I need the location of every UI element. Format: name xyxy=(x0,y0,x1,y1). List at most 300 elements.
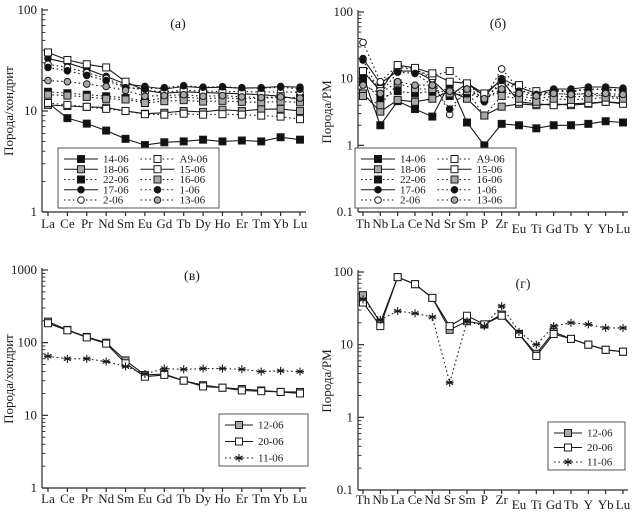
square-gray-marker xyxy=(429,95,436,102)
square-black-marker xyxy=(568,122,575,129)
asterisk-marker xyxy=(102,358,110,366)
circle-gray-marker xyxy=(498,86,505,93)
y-axis-title: Порода/хондрит xyxy=(1,334,16,424)
square-black-marker xyxy=(78,176,85,183)
square-open-marker xyxy=(238,387,245,394)
square-gray-marker xyxy=(481,112,488,119)
square-open-marker xyxy=(498,312,505,319)
circle-gray-marker xyxy=(377,90,384,97)
chart-svg-v xyxy=(0,258,318,514)
square-open-marker xyxy=(258,112,265,119)
circle-gray-marker xyxy=(161,92,168,99)
square-black-marker xyxy=(238,137,245,144)
square-black-marker xyxy=(219,138,226,145)
x-category-label: Nd xyxy=(98,216,115,231)
circle-black-marker xyxy=(451,186,458,193)
square-open-marker xyxy=(568,335,575,342)
x-category-label: Sm xyxy=(116,491,135,506)
circle-gray-marker xyxy=(142,93,149,100)
chart-svg-a xyxy=(0,0,318,250)
x-category-label: Ce xyxy=(60,491,75,506)
x-category-label: P xyxy=(480,216,488,231)
square-gray-marker xyxy=(64,92,71,99)
square-black-marker xyxy=(533,125,540,132)
x-category-label: Nb xyxy=(372,492,389,507)
square-black-marker xyxy=(78,156,85,163)
square-open-marker xyxy=(446,68,453,75)
circle-open-marker xyxy=(498,66,505,73)
square-open-marker xyxy=(64,327,71,334)
legend-label: 11-06 xyxy=(587,456,613,469)
panel-a-chondrite-ree-chart xyxy=(0,0,318,250)
y-axis-title: Порода/хондрит xyxy=(1,66,16,156)
x-category-label: Lu xyxy=(615,497,631,512)
legend-label: 20-06 xyxy=(587,442,613,454)
circle-black-marker xyxy=(239,84,246,91)
series-line-11-06 xyxy=(363,299,623,382)
square-open-marker xyxy=(219,111,226,118)
y-axis-title: Порода/РМ xyxy=(319,80,334,144)
x-category-label: Gd xyxy=(156,491,173,506)
square-black-marker xyxy=(550,122,557,129)
asterisk-marker xyxy=(63,355,71,363)
circle-gray-marker xyxy=(585,90,592,97)
circle-gray-marker xyxy=(45,77,52,84)
x-category-label: Th xyxy=(355,216,371,231)
x-category-label: Nd xyxy=(424,216,441,231)
legend-label: 22-06 xyxy=(103,174,129,186)
x-category-label: Zr xyxy=(495,216,508,231)
asterisk-marker xyxy=(428,313,436,321)
square-open-marker xyxy=(200,383,207,390)
square-gray-marker xyxy=(122,96,129,103)
square-open-marker xyxy=(219,384,226,391)
square-open-marker xyxy=(297,116,304,123)
circle-gray-marker xyxy=(568,91,575,98)
square-black-marker xyxy=(429,113,436,120)
legend-box xyxy=(58,148,219,208)
square-black-marker xyxy=(277,134,284,141)
circle-black-marker xyxy=(161,84,168,91)
circle-black-marker xyxy=(142,86,149,93)
legend-box xyxy=(355,148,516,208)
x-category-label: La xyxy=(41,491,55,506)
circle-black-marker xyxy=(83,72,90,79)
square-black-marker xyxy=(375,176,382,183)
x-category-label: Tb xyxy=(176,216,191,231)
x-category-label: La xyxy=(390,216,405,231)
square-open-marker xyxy=(360,68,367,75)
y-tick-label: 100 xyxy=(17,2,37,17)
square-gray-marker xyxy=(377,108,384,115)
square-gray-marker xyxy=(498,103,505,110)
square-open-marker xyxy=(154,166,161,173)
circle-black-marker xyxy=(297,86,304,93)
square-open-marker xyxy=(45,100,52,107)
y-tick-label: 0.1 xyxy=(336,204,353,219)
y-tick-label: 1000 xyxy=(11,262,37,277)
y-tick-label: 0.1 xyxy=(336,482,353,497)
circle-gray-marker xyxy=(446,88,453,95)
square-black-marker xyxy=(83,120,90,127)
legend-label: 20-06 xyxy=(258,436,284,448)
circle-black-marker xyxy=(78,186,85,193)
x-category-label: Yb xyxy=(272,491,289,506)
square-open-marker xyxy=(585,341,592,348)
square-gray-marker xyxy=(236,422,243,429)
x-category-label: Ho xyxy=(214,216,231,231)
square-open-marker xyxy=(45,320,52,327)
legend-label: 14-06 xyxy=(103,153,129,166)
square-gray-marker xyxy=(83,93,90,100)
legend-label: 15-06 xyxy=(476,163,503,176)
square-open-marker xyxy=(429,70,436,77)
legend-label: 18-06 xyxy=(103,163,129,176)
square-open-marker xyxy=(161,111,168,118)
x-category-label: La xyxy=(41,216,55,231)
circle-gray-marker xyxy=(516,90,523,97)
circle-gray-marker xyxy=(360,82,367,89)
legend-box xyxy=(548,422,625,470)
circle-gray-marker xyxy=(258,94,265,101)
square-open-marker xyxy=(83,103,90,110)
legend-label: 16-06 xyxy=(179,174,206,186)
x-category-label: Yb xyxy=(272,216,289,231)
square-black-marker xyxy=(180,138,187,145)
asterisk-marker xyxy=(446,379,454,387)
asterisk-marker xyxy=(83,355,91,363)
series-markers-20-06 xyxy=(360,274,627,360)
legend-label: 13-06 xyxy=(179,194,206,207)
panel-letter: (г) xyxy=(515,277,531,292)
square-open-marker xyxy=(180,110,187,117)
series-line-12-06 xyxy=(48,322,300,392)
square-open-marker xyxy=(620,348,627,355)
asterisk-marker xyxy=(411,309,419,317)
x-category-label: La xyxy=(390,492,405,507)
circle-open-marker xyxy=(375,197,382,204)
square-gray-marker xyxy=(377,102,384,109)
legend-label: 12-06 xyxy=(258,419,284,432)
circle-gray-marker xyxy=(533,93,540,100)
legend-label: A9-06 xyxy=(179,153,208,166)
square-gray-marker xyxy=(375,166,382,173)
legend-label: 13-06 xyxy=(476,194,503,207)
legend-label: 11-06 xyxy=(258,452,284,465)
asterisk-marker xyxy=(619,324,627,332)
circle-gray-marker xyxy=(64,78,71,85)
asterisk-marker xyxy=(584,320,592,328)
asterisk-marker xyxy=(394,307,402,315)
square-gray-marker xyxy=(412,98,419,105)
legend-label: A9-06 xyxy=(476,153,505,166)
square-black-marker xyxy=(377,122,384,129)
square-black-marker xyxy=(297,136,304,143)
circle-gray-marker xyxy=(602,90,609,97)
square-open-marker xyxy=(180,377,187,384)
circle-gray-marker xyxy=(394,78,401,85)
square-gray-marker xyxy=(277,105,284,112)
square-black-marker xyxy=(394,88,401,95)
square-gray-marker xyxy=(78,166,85,173)
square-gray-marker xyxy=(394,96,401,103)
x-category-label: Th xyxy=(355,492,371,507)
y-tick-label: 1 xyxy=(346,409,353,425)
square-black-marker xyxy=(516,122,523,129)
circle-open-marker xyxy=(78,197,85,204)
asterisk-marker xyxy=(567,319,575,327)
x-category-label: Er xyxy=(235,491,248,506)
circle-gray-marker xyxy=(297,95,304,102)
square-open-marker xyxy=(238,111,245,118)
x-category-label: Sm xyxy=(458,492,476,507)
asterisk-marker xyxy=(180,365,188,373)
series-markers-11-06 xyxy=(44,352,304,378)
square-black-marker xyxy=(585,120,592,127)
circle-gray-marker xyxy=(412,82,419,89)
square-open-marker xyxy=(451,156,458,163)
x-category-label: Lu xyxy=(292,491,308,506)
square-black-marker xyxy=(200,136,207,143)
x-category-label: Gd xyxy=(545,221,562,236)
y-tick-label: 1 xyxy=(346,137,353,153)
square-black-marker xyxy=(498,120,505,127)
y-tick-label: 100 xyxy=(333,4,353,19)
chart-svg-b xyxy=(318,0,636,250)
square-black-marker xyxy=(412,106,419,113)
x-category-label: Sm xyxy=(458,216,476,231)
x-category-label: Eu xyxy=(511,221,527,236)
legend-label: 1-06 xyxy=(179,184,200,197)
circle-black-marker xyxy=(258,85,265,92)
square-open-marker xyxy=(394,62,401,69)
x-category-label: Eu xyxy=(137,491,153,506)
legend-label: 12-06 xyxy=(587,427,613,440)
y-tick-label: 10 xyxy=(340,336,353,352)
y-tick-label: 1 xyxy=(30,204,37,219)
square-open-marker xyxy=(236,438,243,445)
legend-label: 17-06 xyxy=(400,184,426,197)
square-black-marker xyxy=(620,119,627,126)
square-open-marker xyxy=(533,352,540,359)
legend-box xyxy=(219,414,308,466)
square-black-marker xyxy=(602,118,609,125)
asterisk-marker xyxy=(218,365,226,373)
y-tick-label: 10 xyxy=(24,407,37,423)
panel-letter: (в) xyxy=(184,269,200,284)
x-category-label: Zr xyxy=(495,492,508,507)
y-tick-label: 10 xyxy=(24,103,37,118)
asterisk-marker xyxy=(602,324,610,332)
circle-black-marker xyxy=(277,84,284,91)
x-category-label: Dy xyxy=(195,491,212,506)
square-black-marker xyxy=(122,135,129,142)
square-open-marker xyxy=(550,102,557,109)
square-open-marker xyxy=(200,111,207,118)
legend-label: 16-06 xyxy=(476,174,503,186)
asterisk-marker xyxy=(199,365,207,373)
asterisk-marker xyxy=(238,365,246,373)
x-category-label: Er xyxy=(235,216,248,231)
circle-black-marker xyxy=(154,186,161,193)
panel-v-chondrite-ree-chart xyxy=(0,258,318,514)
square-open-marker xyxy=(429,294,436,301)
asterisk-marker xyxy=(296,368,304,376)
square-open-marker xyxy=(565,444,572,451)
y-tick-label: 100 xyxy=(17,334,37,350)
x-category-label: Lu xyxy=(615,221,631,236)
square-gray-marker xyxy=(498,92,505,99)
circle-gray-marker xyxy=(481,95,488,102)
circle-open-marker xyxy=(377,78,384,85)
asterisk-marker xyxy=(257,368,265,376)
square-open-marker xyxy=(103,105,110,112)
circle-black-marker xyxy=(446,106,453,113)
x-category-label: Y xyxy=(583,497,594,512)
x-category-label: Tb xyxy=(176,491,191,506)
square-open-marker xyxy=(446,323,453,330)
asterisk-marker xyxy=(277,367,285,375)
square-gray-marker xyxy=(360,92,367,99)
x-category-label: Ce xyxy=(407,492,423,507)
square-open-marker xyxy=(64,56,71,63)
x-category-label: Nb xyxy=(372,216,389,231)
x-category-label: Tm xyxy=(252,216,271,231)
circle-gray-marker xyxy=(122,87,129,94)
circle-open-marker xyxy=(360,39,367,46)
circle-gray-marker xyxy=(451,197,458,204)
square-open-marker xyxy=(550,331,557,338)
circle-gray-marker xyxy=(180,91,187,98)
square-open-marker xyxy=(45,49,52,56)
square-open-marker xyxy=(412,281,419,288)
square-gray-marker xyxy=(141,100,148,107)
square-black-marker xyxy=(375,156,382,163)
square-black-marker xyxy=(258,138,265,145)
y-axis-title: Порода/РМ xyxy=(319,349,334,413)
square-open-marker xyxy=(451,166,458,173)
legend-label: 22-06 xyxy=(400,174,426,186)
square-open-marker xyxy=(154,156,161,163)
circle-black-marker xyxy=(64,68,71,75)
x-category-label: Tb xyxy=(563,221,579,236)
chart-svg-g xyxy=(318,258,636,514)
x-category-label: Dy xyxy=(195,216,212,231)
panel-letter: (а) xyxy=(170,17,186,32)
square-open-marker xyxy=(258,388,265,395)
legend-label: 2-06 xyxy=(103,194,124,207)
square-black-marker xyxy=(464,119,471,126)
circle-gray-marker xyxy=(83,81,90,88)
square-open-marker xyxy=(277,113,284,120)
y-tick-label: 1 xyxy=(30,480,37,495)
legend-label: 14-06 xyxy=(400,153,426,166)
square-gray-marker xyxy=(45,91,52,98)
x-category-label: Y xyxy=(583,221,594,236)
circle-gray-marker xyxy=(550,90,557,97)
square-open-marker xyxy=(83,61,90,68)
square-gray-marker xyxy=(565,430,572,437)
circle-black-marker xyxy=(412,70,419,77)
circle-black-marker xyxy=(219,83,226,90)
circle-gray-marker xyxy=(464,86,471,93)
circle-black-marker xyxy=(375,186,382,193)
circle-gray-marker xyxy=(200,93,207,100)
circle-black-marker xyxy=(45,64,52,71)
circle-black-marker xyxy=(360,57,367,64)
asterisk-marker xyxy=(532,341,540,349)
square-black-marker xyxy=(64,115,71,122)
x-category-label: Gd xyxy=(156,216,173,231)
legend-label: 2-06 xyxy=(400,194,421,207)
square-gray-marker xyxy=(154,176,161,183)
y-tick-label: 10 xyxy=(340,70,353,86)
x-category-label: Nd xyxy=(424,492,441,507)
square-open-marker xyxy=(394,274,401,281)
asterisk-marker xyxy=(498,302,506,310)
series-line-20-06 xyxy=(363,277,623,356)
circle-gray-marker xyxy=(239,94,246,101)
circle-gray-marker xyxy=(277,94,284,101)
square-open-marker xyxy=(297,390,304,397)
x-category-label: Yb xyxy=(597,221,614,236)
legend-label: 15-06 xyxy=(179,163,206,176)
square-black-marker xyxy=(161,139,168,146)
panel-g-primitive-mantle-chart xyxy=(318,258,636,514)
x-category-label: Sr xyxy=(443,216,456,231)
circle-gray-marker xyxy=(429,82,436,89)
legend-label: 1-06 xyxy=(476,184,497,197)
square-black-marker xyxy=(103,127,110,134)
panel-letter: (б) xyxy=(489,17,507,32)
square-open-marker xyxy=(602,346,609,353)
square-open-marker xyxy=(103,64,110,71)
series-line-12-06 xyxy=(363,277,623,354)
circle-gray-marker xyxy=(103,83,110,90)
square-open-marker xyxy=(141,111,148,118)
x-category-label: Tm xyxy=(252,491,271,506)
circle-gray-marker xyxy=(620,91,627,98)
x-category-label: Pr xyxy=(80,491,93,506)
x-category-label: Eu xyxy=(137,216,153,231)
y-tick-label: 100 xyxy=(333,264,353,279)
circle-black-marker xyxy=(180,82,187,89)
square-gray-marker xyxy=(297,108,304,115)
circle-black-marker xyxy=(498,77,505,84)
x-category-label: Ti xyxy=(530,221,542,236)
legend-label: 17-06 xyxy=(103,184,129,197)
x-category-label: Nd xyxy=(98,491,115,506)
x-category-label: Eu xyxy=(511,497,527,512)
x-category-label: Sr xyxy=(443,492,456,507)
square-open-marker xyxy=(103,340,110,347)
square-open-marker xyxy=(277,388,284,395)
x-category-label: Pr xyxy=(80,216,93,231)
x-category-label: Yb xyxy=(597,497,614,512)
x-category-label: Sm xyxy=(116,216,135,231)
circle-gray-marker xyxy=(154,197,161,204)
square-open-marker xyxy=(446,78,453,85)
x-category-label: Tb xyxy=(563,497,579,512)
square-gray-marker xyxy=(451,176,458,183)
square-open-marker xyxy=(122,108,129,115)
x-category-label: Ce xyxy=(60,216,75,231)
square-open-marker xyxy=(83,334,90,341)
x-category-label: P xyxy=(480,492,488,507)
panel-b-primitive-mantle-chart xyxy=(318,0,636,250)
x-category-label: Ti xyxy=(530,497,542,512)
x-category-label: Ho xyxy=(214,491,231,506)
